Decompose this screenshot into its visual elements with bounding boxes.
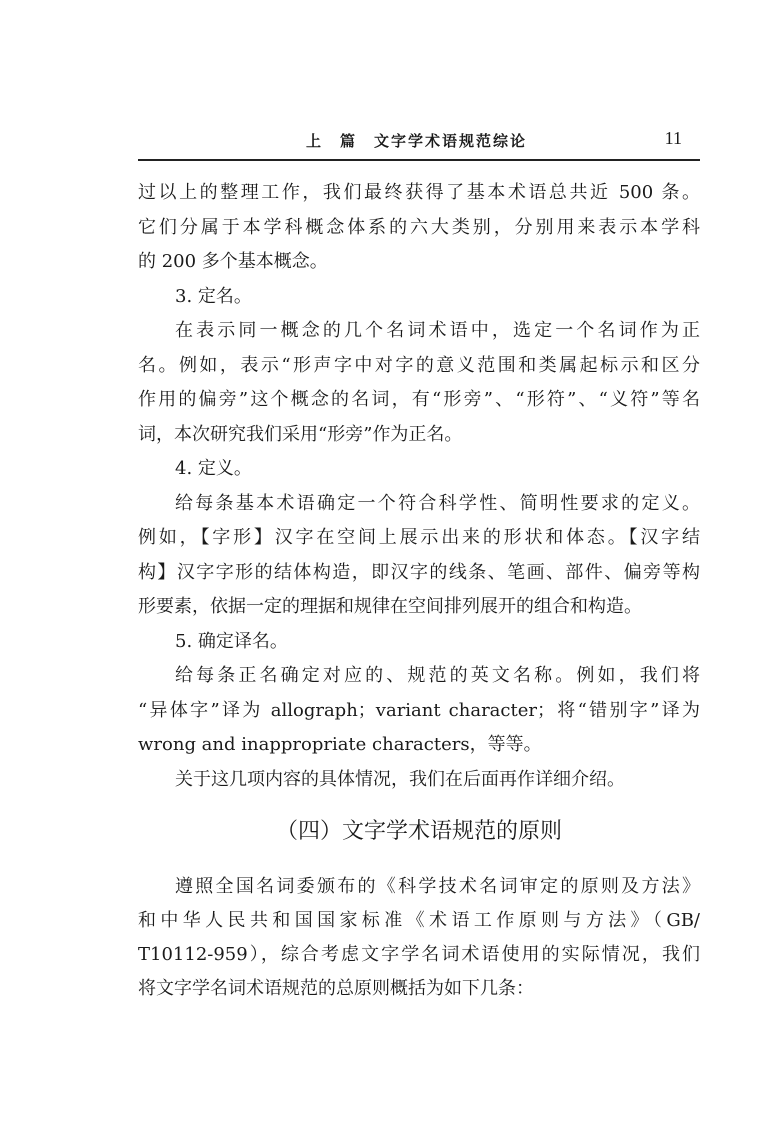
- text-line: 在表示同一概念的几个名词术语中，选定一个名词作为正: [175, 320, 700, 341]
- text-line: “异体字”译为 allograph；variant character；将“错别字”译为: [138, 699, 700, 721]
- text-line: 关于这几项内容的具体情况，我们在后面再作详细介绍。: [175, 768, 625, 790]
- text-line: 给每条基本术语确定一个符合科学性、简明性要求的定义。: [175, 492, 700, 514]
- text-line: wrong and inappropriate characters，等等。: [138, 734, 542, 755]
- item-heading: 3. 定名。: [175, 285, 252, 307]
- text-line: 构】汉字字形的结体构造，即汉字的线条、笔画、部件、偏旁等构: [138, 561, 700, 583]
- running-title: 上 篇 文字学术语规范综论: [306, 132, 528, 150]
- text-line: T10112-959），综合考虑文字学名词术语使用的实际情况，我们: [138, 944, 700, 965]
- body-text-2: [138, 870, 700, 1006]
- text-line: 遵照全国名词委颁布的《科学技术名词审定的原则及方法》: [175, 876, 700, 897]
- page-number: 11: [664, 128, 682, 148]
- text-line: 词，本次研究我们采用“形旁”作为正名。: [138, 423, 463, 445]
- text-line: 将文字学名词术语规范的总原则概括为如下几条：: [138, 978, 534, 999]
- text-line: 和中华人民共和国国家标准《术语工作原则与方法》（GB/: [138, 910, 700, 931]
- text-line: 它们分属于本学科概念体系的六大类别，分别用来表示本学科: [138, 216, 700, 238]
- item-heading: 4. 定义。: [175, 458, 252, 479]
- section-heading: （四）文字学术语规范的原则: [275, 819, 562, 844]
- text-line: 的 200 多个基本概念。: [138, 251, 328, 272]
- text-line: 名。例如，表示“形声字中对字的意义范围和类属起标示和区分: [138, 354, 700, 376]
- text-line: 给每条正名确定对应的、规范的英文名称。例如，我们将: [175, 665, 700, 686]
- text-line: 例如，【字形】汉字在空间上展示出来的形状和体态。【汉字结: [138, 527, 700, 548]
- header-rule: [138, 159, 700, 161]
- item-heading: 5. 确定译名。: [175, 630, 288, 652]
- body-text: [138, 176, 700, 797]
- text-line: 形要素，依据一定的理据和规律在空间排列展开的组合和构造。: [138, 596, 642, 617]
- running-header: [138, 128, 700, 154]
- text-line: 作用的偏旁”这个概念的名词，有“形旁”、“形符”、“义符”等名: [138, 389, 700, 410]
- text-line: 过以上的整理工作，我们最终获得了基本术语总共近 500 条。: [138, 182, 700, 203]
